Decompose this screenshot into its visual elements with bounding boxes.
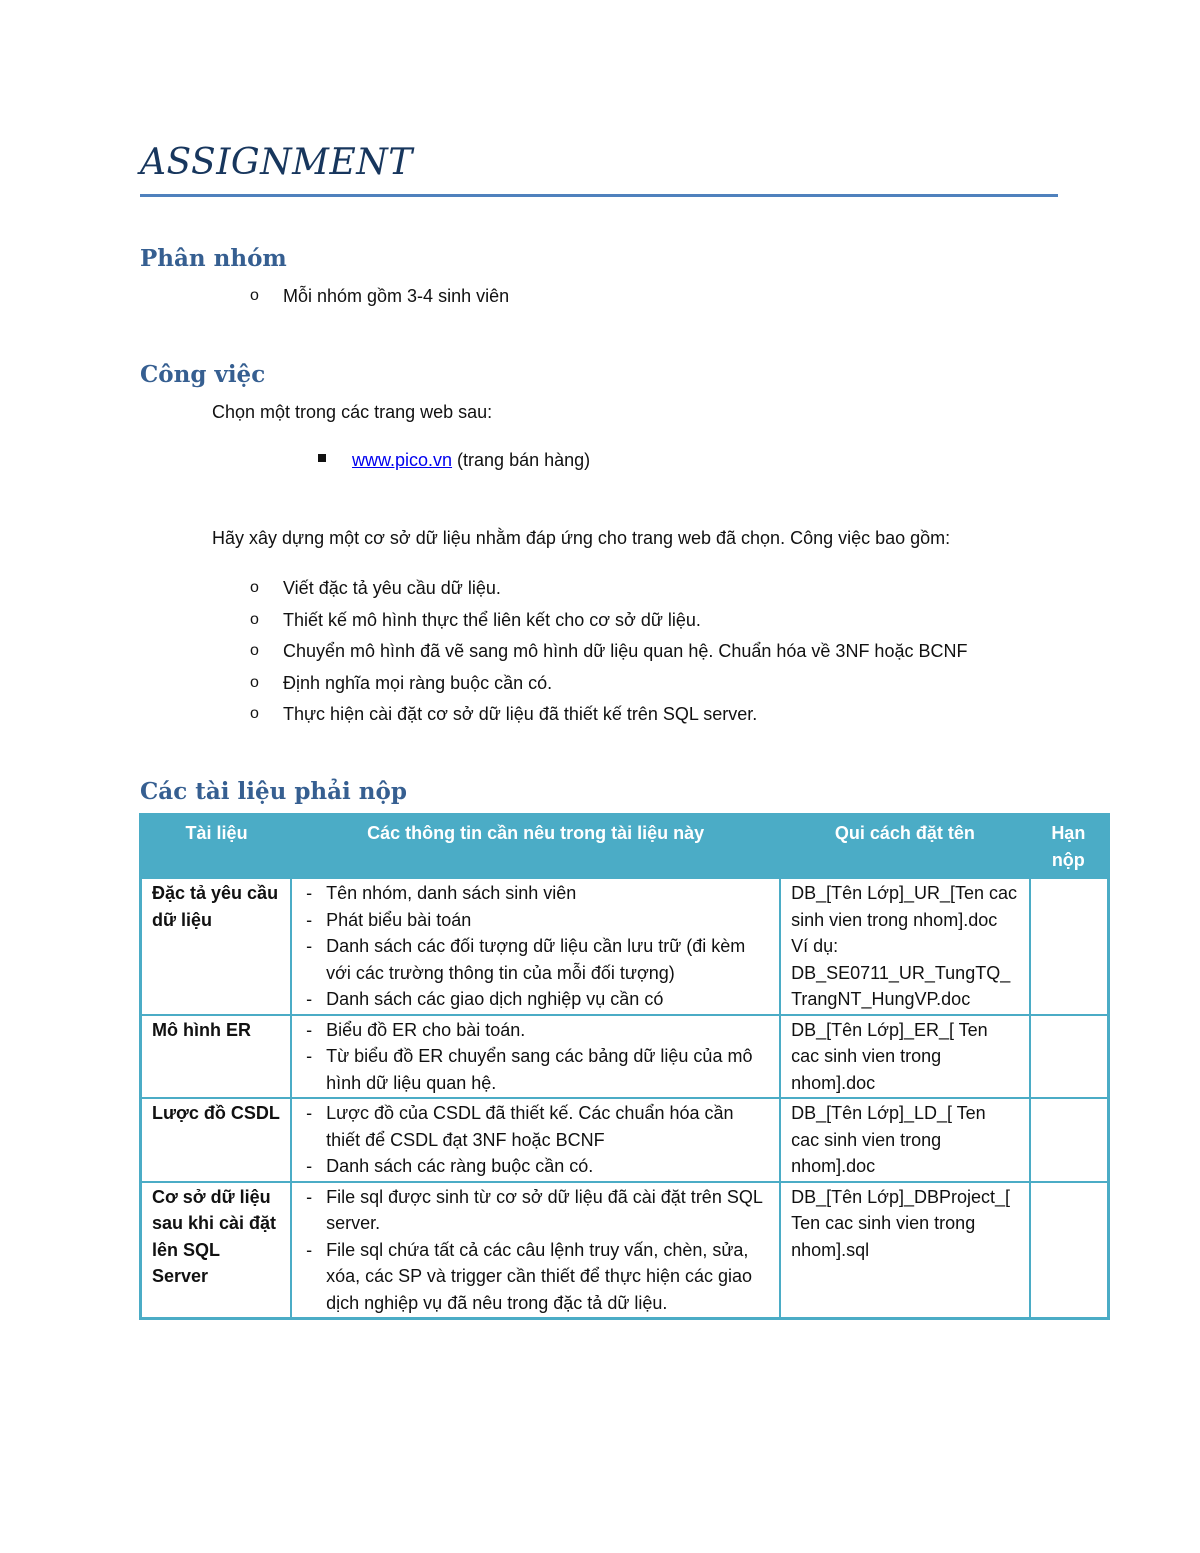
list-item: o Viết đặc tả yêu cầu dữ liệu. bbox=[250, 578, 501, 598]
list-item: o Chuyển mô hình đã vẽ sang mô hình dữ liệu quan hệ. Chuẩn hóa về 3NF hoặc BCNF bbox=[250, 641, 968, 661]
circle-bullet-icon: o bbox=[250, 610, 259, 628]
list-item: - Từ biểu đồ ER chuyển sang các bảng dữ liệu của mô hình dữ liệu quan hệ. bbox=[306, 1046, 753, 1093]
example-filename: DB_SE0711_UR_TungTQ_TrangNT_HungVP.doc bbox=[791, 962, 1011, 1009]
doc-content bbox=[291, 1098, 780, 1182]
website-item bbox=[318, 449, 590, 471]
doc-name: Đặc tả yêu cầu dữ liệu bbox=[141, 878, 292, 1015]
website-desc: (trang bán hàng) bbox=[452, 450, 591, 470]
table-row bbox=[141, 1015, 1109, 1099]
list-item: - Danh sách các đối tượng dữ liệu cần lưu trữ (đi kèm với các trường thông tin của mỗi đối tượng) bbox=[306, 936, 746, 983]
list-item: o Mỗi nhóm gồm 3-4 sinh viên bbox=[250, 286, 510, 306]
list-item: - File sql chứa tất cả các câu lệnh truy vấn, chèn, sửa, xóa, các SP và trigger cần thiết để thực hiện các giao dịch nghiệp vụ đã nêu trong đặc tả dữ liệu. bbox=[306, 1239, 753, 1313]
square-bullet-icon bbox=[318, 454, 326, 462]
col-header-naming: Qui cách đặt tên bbox=[780, 815, 1030, 879]
table-row bbox=[141, 878, 1109, 1015]
list-item: - Biểu đồ ER cho bài toán. bbox=[306, 1019, 526, 1040]
task-intro: Hãy xây dựng một cơ sở dữ liệu nhằm đáp ứng cho trang web đã chọn. Công việc bao gồm: bbox=[212, 528, 951, 548]
list-item: o Thực hiện cài đặt cơ sở dữ liệu đã thiết kế trên SQL server. bbox=[250, 704, 758, 724]
doc-deadline bbox=[1030, 1015, 1109, 1099]
example-label: Ví dụ: bbox=[791, 936, 839, 956]
doc-content bbox=[291, 1015, 780, 1099]
deliverables-table bbox=[139, 813, 1110, 1320]
naming-pattern: DB_[Tên Lớp]_UR_[Ten cac sinh vien trong nhom].doc bbox=[791, 883, 1018, 930]
task-list bbox=[250, 577, 967, 735]
work-intro: Chọn một trong các trang web sau: bbox=[212, 402, 493, 422]
circle-bullet-icon: o bbox=[250, 579, 259, 596]
col-header-content: Các thông tin cần nêu trong tài liệu này bbox=[291, 815, 780, 879]
doc-deadline bbox=[1030, 878, 1109, 1015]
list-item: o Định nghĩa mọi ràng buộc cần có. bbox=[250, 672, 553, 693]
list-item: - Danh sách các giao dịch nghiệp vụ cần có bbox=[306, 989, 664, 1009]
heading-group: Phân nhóm bbox=[140, 245, 287, 272]
doc-content bbox=[291, 1182, 780, 1319]
table-row bbox=[141, 1098, 1109, 1182]
list-item: - Danh sách các ràng buộc cần có. bbox=[306, 1156, 594, 1176]
title-underline bbox=[140, 194, 1058, 197]
website-link[interactable]: www.pico.vn bbox=[352, 450, 453, 470]
group-list bbox=[250, 285, 509, 317]
doc-content bbox=[291, 878, 780, 1015]
table-header-row bbox=[141, 815, 1109, 879]
list-item: o Thiết kế mô hình thực thể liên kết cho cơ sở dữ liệu. bbox=[250, 609, 701, 630]
list-item: - Tên nhóm, danh sách sinh viên bbox=[306, 883, 577, 903]
list-item: - Phát biểu bài toán bbox=[306, 909, 472, 930]
doc-name: Cơ sở dữ liệu sau khi cài đặt lên SQL Server bbox=[141, 1182, 292, 1319]
doc-naming: DB_[Tên Lớp]_LD_[ Ten cac sinh vien trong nhom].doc bbox=[780, 1098, 1030, 1182]
table-row bbox=[141, 1182, 1109, 1319]
doc-naming: DB_[Tên Lớp]_ER_[ Ten cac sinh vien trong nhom].doc bbox=[780, 1015, 1030, 1099]
list-item: - File sql được sinh từ cơ sở dữ liệu đã cài đặt trên SQL server. bbox=[306, 1186, 763, 1233]
col-header-document: Tài liệu bbox=[141, 815, 292, 879]
doc-deadline bbox=[1030, 1098, 1109, 1182]
heading-deliverables: Các tài liệu phải nộp bbox=[140, 778, 407, 805]
document-title: ASSIGNMENT bbox=[140, 142, 413, 183]
doc-naming: DB_[Tên Lớp]_DBProject_[ Ten cac sinh vien trong nhom].sql bbox=[780, 1182, 1030, 1319]
circle-bullet-icon: o bbox=[250, 287, 259, 304]
doc-deadline bbox=[1030, 1182, 1109, 1319]
circle-bullet-icon: o bbox=[250, 642, 259, 659]
doc-name: Mô hình ER bbox=[141, 1015, 292, 1099]
circle-bullet-icon: o bbox=[250, 705, 259, 722]
circle-bullet-icon: o bbox=[250, 673, 259, 691]
heading-work: Công việc bbox=[140, 361, 266, 388]
list-item: - Lược đồ của CSDL đã thiết kế. Các chuẩn hóa cần thiết để CSDL đạt 3NF hoặc BCNF bbox=[306, 1103, 734, 1150]
col-header-deadline: Hạn nộp bbox=[1030, 815, 1109, 879]
doc-name: Lược đồ CSDL bbox=[141, 1098, 292, 1182]
doc-naming bbox=[780, 878, 1030, 1015]
